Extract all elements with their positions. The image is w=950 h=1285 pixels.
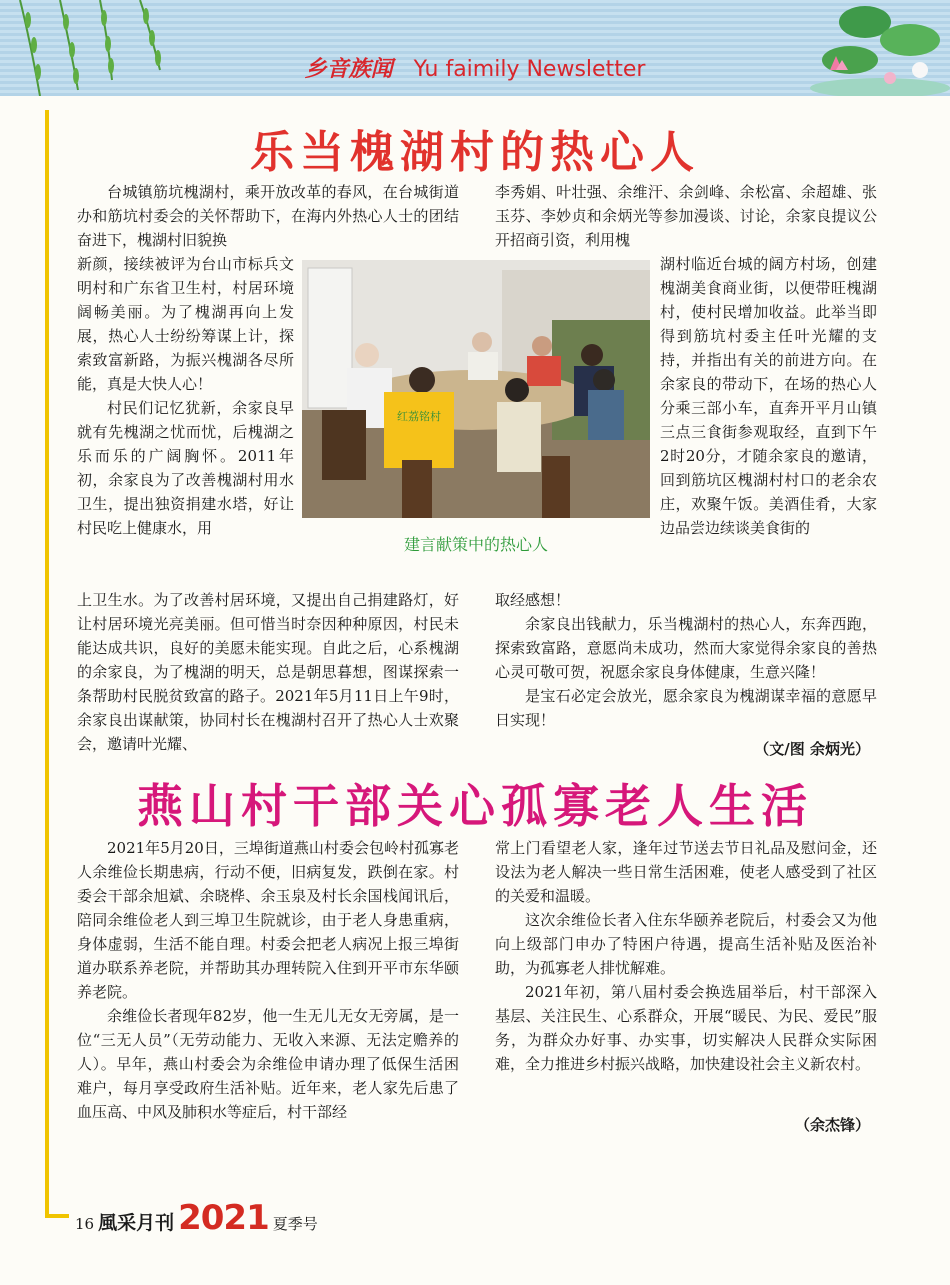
paragraph: 常上门看望老人家，逢年过节送去节日礼品及慰问金，还设法为老人解决一些日常生活困难，使老人感受到了社区的关爱和温暖。 [495, 839, 877, 905]
paragraph: 取经感想！ [495, 591, 571, 609]
paragraph: 余家良出钱献力，乐当槐湖村的热心人，东奔西跑，探索致富路，意愿尚未成功，然而大家觉得余家良的善热心灵可敬可贺，祝愿余家良身体健康，生意兴隆！ [495, 615, 877, 681]
photo-banner-text: 红荔铭村 [397, 410, 441, 423]
photo-caption: 建言献策中的热心人 [403, 535, 548, 554]
article1-left-wrap [77, 252, 294, 540]
paragraph: 这次余维俭长者入住东华颐养老院后，村委会又为他向上级部门申办了特困户待遇，提高生活补贴及医治补助，为孤寡老人排忧解难。 [495, 911, 877, 977]
footer-rule [45, 1214, 69, 1218]
article1-left-bottom [77, 588, 459, 756]
magazine-name: 風采月刊 [98, 1212, 175, 1234]
paragraph: 村民们记忆犹新，余家良早就有先槐湖之忧而忧，后槐湖之乐而乐的广阔胸怀。2011年初，余家良为了改善槐湖村用水卫生，提出独资捐建水塔，好让村民吃上健康水，用 [77, 399, 294, 537]
newsletter-title-cn: 乡音族闻 [304, 57, 393, 82]
article1-photo [302, 260, 650, 518]
lotus-pond-icon [760, 0, 950, 96]
article2-title: 燕山村干部关心孤寡老人生活 [137, 779, 813, 833]
article1-title: 乐当槐湖村的热心人 [250, 127, 700, 178]
article2-left [77, 836, 459, 1124]
issue-season: 夏季号 [272, 1215, 318, 1233]
article2-right [495, 836, 877, 1076]
paragraph: 台城镇筋坑槐湖村，乘开放改革的春风，在台城街道办和筋坑村委会的关怀帮助下，在海内外热心人士的团结奋进下，槐湖村旧貌换 [77, 183, 459, 249]
side-rule [45, 110, 49, 1218]
article1-right-top [495, 180, 877, 252]
article1-right-wrap [660, 252, 877, 540]
paragraph: 余维俭长者现年82岁，他一生无儿无女无旁属，是一位“三无人员”（无劳动能力、无收入来源、无法定赡养的人）。早年，燕山村委会为余维俭申请办理了低保生活困难户，每月享受政府生活补贴。近年来，老人家先后患了血压高、中风及肺积水等症后，村干部经 [77, 1007, 459, 1121]
issue-year: 2021 [178, 1198, 269, 1238]
article1-credit: （文/图 余炳光） [754, 740, 870, 758]
paragraph: 湖村临近台城的阔方村场，创建槐湖美食商业街，以便带旺槐湖村，使村民增加收益。此举当即得到筋坑村委主任叶光耀的支持，并指出有关的前进方向。在余家良的带动下，在场的热心人分乘三部小车，直奔开平月山镇三点三食街参观取经，直到下午2时20分，才随余家良的邀请，回到筋坑区槐湖村村口的老余农庄，欢聚午饭。美酒佳肴，大家边品尝边续谈美食街的 [660, 255, 877, 537]
article2-credit: （余杰锋） [794, 1116, 870, 1134]
newsletter-title-en: Yu faimily Newsletter [413, 57, 646, 82]
article1-left-top [77, 180, 459, 252]
paragraph: 上卫生水。为了改善村居环境，又提出自己捐建路灯，好让村居环境光亮美丽。但可惜当时奈因种种原因，村民未能达成共识，良好的美愿未能实现。自此之后，心系槐湖的余家良，为了槐湖的明天，总是朝思暮想，图谋探索一条帮助村民脱贫致富的路子。2021年5月11日上午9时，余家良出谋献策，协同村长在槐湖村召开了热心人士欢聚会，邀请叶光耀、 [77, 591, 459, 753]
paragraph: 2021年5月20日，三埠街道燕山村委会包岭村孤寡老人余维俭长期患病，行动不便，旧病复发，跌倒在家。村委会干部余旭斌、余晓桦、余玉泉及村长余国栈闻讯后，陪同余维俭老人到三埠卫生院就诊，由于老人身患重病，身体虚弱，生活不能自理。村委会把老人病况上报三埠街道办联系养老院，并帮助其办理转院入住到开平市东华颐养老院。 [77, 839, 459, 1001]
meeting-photo-illustration [302, 260, 650, 518]
newsletter-header [0, 0, 950, 96]
page-number: 16 [75, 1215, 95, 1233]
article1-right-bottom [495, 588, 877, 732]
paragraph: 新颜，接续被评为台山市标兵文明村和广东省卫生村，村居环境阔畅美丽。为了槐湖再向上发展，热心人士纷纷筹谋上计，探索致富新路，为振兴槐湖各尽所能，真是大快人心！ [77, 255, 294, 393]
paragraph: 2021年初，第八届村委会换选届举后，村干部深入基层、关注民生、心系群众，开展“暖民、为民、爱民”服务，为群众办好事、办实事，切实解决人民群众实际困难，全力推进乡村振兴战略，加快建设社会主义新农村。 [495, 983, 877, 1073]
paragraph: 李秀娟、叶壮强、余维汗、余剑峰、余松富、余超雄、张玉芬、李妙贞和余炳光等参加漫谈、讨论，余家良提议公开招商引资，利用槐 [495, 183, 877, 249]
paragraph: 是宝石必定会放光，愿余家良为槐湖谋幸福的意愿早日实现！ [495, 687, 877, 729]
page-footer [75, 1198, 318, 1238]
